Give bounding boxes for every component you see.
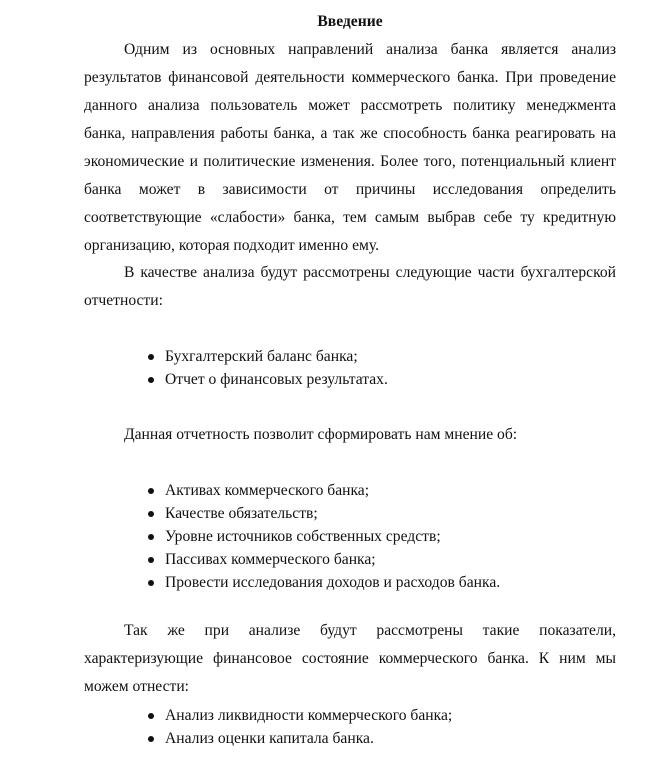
list-item-text: Активах коммерческого банка; [165, 482, 370, 499]
list-item-text: Уровне источников собственных средств; [165, 528, 441, 545]
bullet-icon [148, 580, 154, 586]
paragraph-intro [84, 36, 616, 260]
bullet-icon [148, 713, 154, 719]
list-item [148, 479, 500, 502]
paragraph-report-parts [84, 259, 616, 315]
bullet-icon [148, 488, 154, 494]
list-item-text: Отчет о финансовых результатах. [165, 371, 388, 388]
bullet-icon [148, 736, 154, 742]
list-item [148, 368, 388, 391]
indicators-list [148, 704, 452, 750]
list-item [148, 548, 500, 571]
list-item [148, 727, 452, 750]
list-item [148, 525, 500, 548]
paragraph-indicators-text: Так же при анализе будут рассмотрены такие показатели, характеризующие финансовое состояние коммерческого банка. К ним мы можем отнести: [84, 622, 616, 695]
bullet-icon [148, 377, 154, 383]
list-item [148, 345, 388, 368]
bullet-icon [148, 354, 154, 360]
bullet-icon [148, 511, 154, 517]
list-item-text: Бухгалтерский баланс банка; [165, 348, 358, 365]
list-item [148, 704, 452, 727]
list-item-text: Пассивах коммерческого банка; [165, 551, 376, 568]
paragraph-indicators [84, 617, 616, 701]
opinion-lead-text: Данная отчетность позволит сформировать нам мнение об: [124, 426, 518, 443]
list-item-text: Качестве обязательств; [165, 505, 318, 522]
list-item-text: Провести исследования доходов и расходов банка. [165, 574, 501, 591]
list-item-text: Анализ ликвидности коммерческого банка; [165, 707, 453, 724]
paragraph-report-parts-text: В качестве анализа будут рассмотрены следующие части бухгалтерской отчетности: [84, 264, 616, 309]
opinion-list [148, 479, 500, 594]
paragraph-intro-text: Одним из основных направлений анализа банка является анализ результатов финансовой деятельности коммерческого банка. При проведение данного анализа пользователь может рассмотреть политику менеджмента банка, направления работы банка, а так же способность банка реагировать на экономические и политические изменения. Более того, потенциальный клиент банка может в зависимости от причины исследования определить соответствующие «слабости» банка, тем самым выбрав себе ту кредитную организацию, которая подходит именно ему. [84, 41, 616, 254]
bullet-icon [148, 534, 154, 540]
bullet-icon [148, 557, 154, 563]
list-item-text: Анализ оценки капитала банка. [165, 730, 374, 747]
list-item [148, 571, 500, 594]
list-item [148, 502, 500, 525]
report-parts-list [148, 345, 388, 391]
document-title: Введение [317, 13, 383, 30]
